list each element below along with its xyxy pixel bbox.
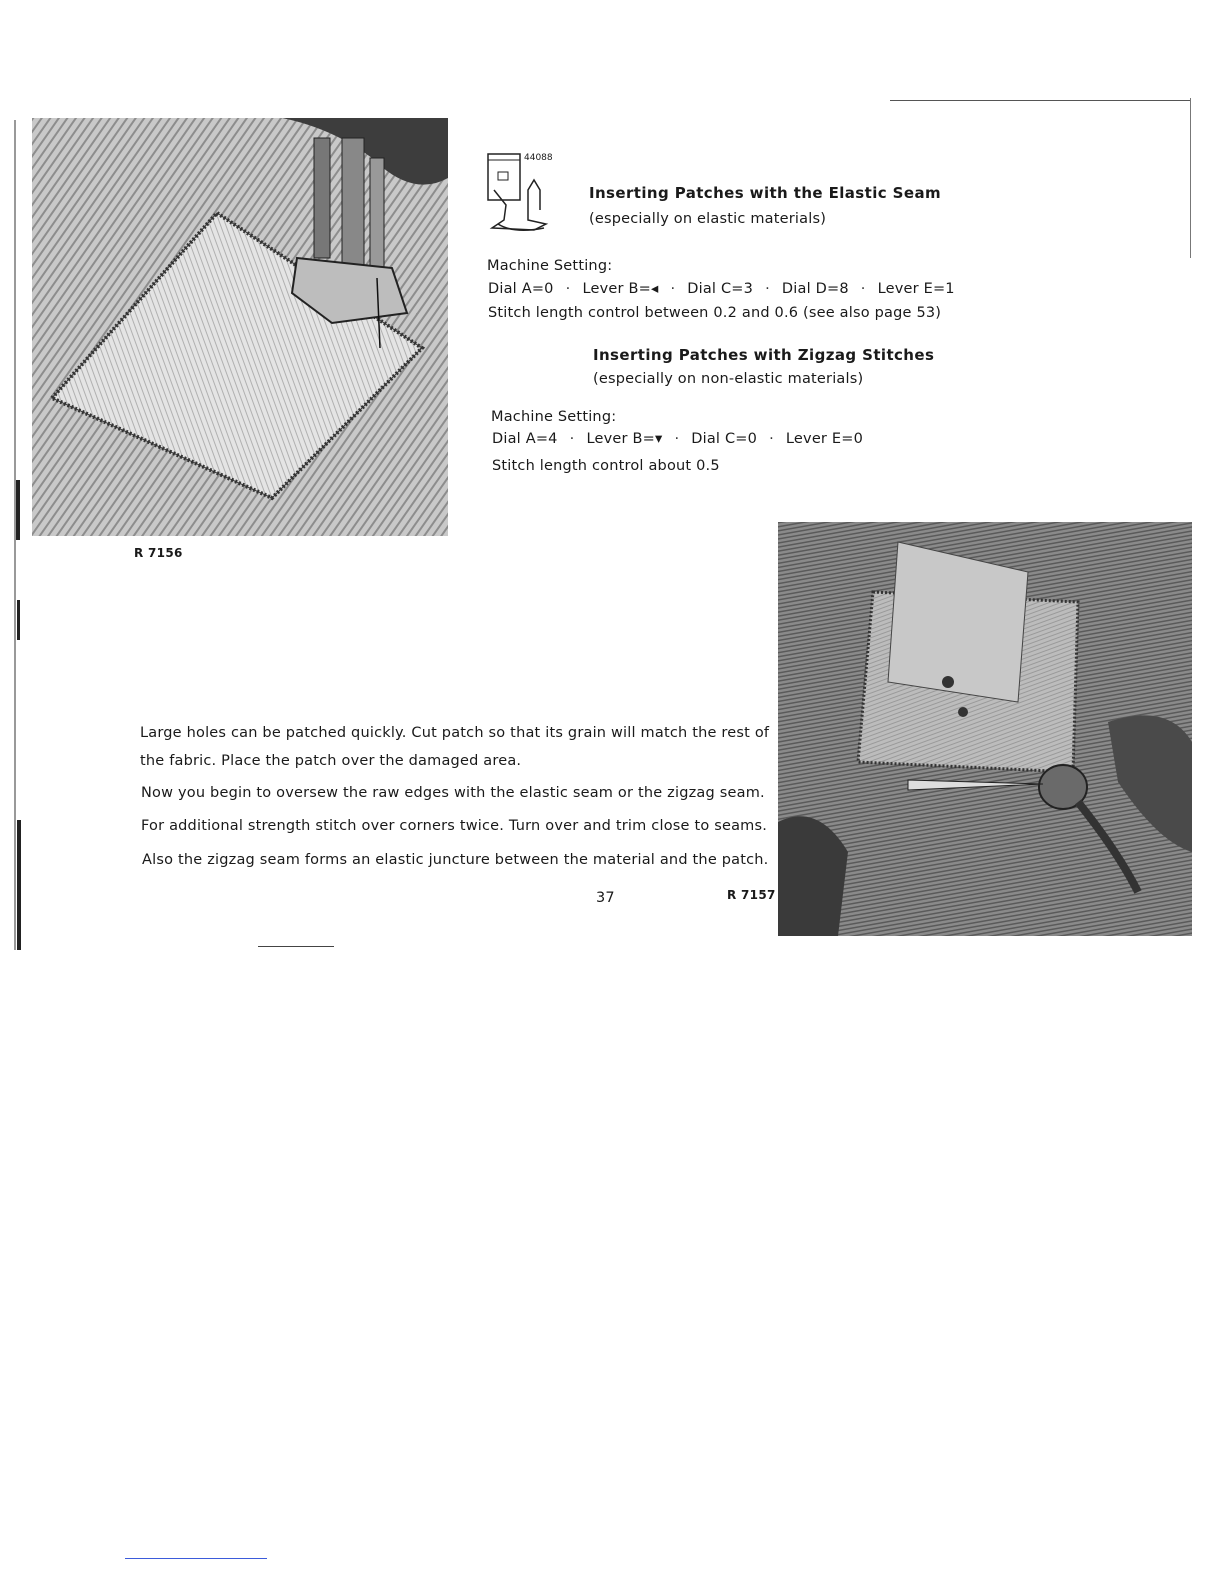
setting-dial-a: Dial A=4 xyxy=(492,431,558,447)
heading-zigzag: Inserting Patches with Zigzag Stitches xyxy=(593,346,935,364)
setting-dial-a: Dial A=0 xyxy=(488,281,554,297)
scan-edge-mark xyxy=(16,480,20,540)
foot-code: 44088 xyxy=(524,153,553,163)
heading-elastic-seam: Inserting Patches with the Elastic Seam xyxy=(589,184,941,202)
arrow-down-icon: ▾ xyxy=(654,431,663,447)
setting-lever-e: Lever E=1 xyxy=(877,281,955,297)
right-rule xyxy=(1190,98,1191,258)
photo-trimming-patch xyxy=(778,522,1192,936)
setting-lever-b: Lever B= xyxy=(582,281,651,297)
body-line-2: the fabric. Place the patch over the damaged area. xyxy=(140,753,522,769)
bottom-link-line xyxy=(125,1558,267,1559)
scan-edge-mark xyxy=(17,600,20,640)
setting-dial-d: Dial D=8 xyxy=(781,281,849,297)
machine-setting-label: Machine Setting: xyxy=(487,258,613,274)
zigzag-stitch-note: Stitch length control about 0.5 xyxy=(492,458,720,474)
elastic-settings-row: Dial A=0 · Lever B=◂ · Dial C=3 · Dial D=8 · Lever E=1 xyxy=(488,281,955,297)
subtitle-zigzag: (especially on non-elastic materials) xyxy=(593,371,864,387)
body-line-3: Now you begin to oversew the raw edges with the elastic seam or the zigzag seam. xyxy=(141,785,765,801)
right-photo-caption: R 7157 xyxy=(727,888,776,902)
arrow-left-icon: ◂ xyxy=(650,281,659,297)
body-line-5: Also the zigzag seam forms an elastic juncture between the material and the patch. xyxy=(142,852,769,868)
body-line-1: Large holes can be patched quickly. Cut patch so that its grain will match the rest of xyxy=(140,725,770,741)
left-photo-caption: R 7156 xyxy=(134,546,183,560)
presser-foot-icon xyxy=(484,150,554,240)
setting-lever-b: Lever B= xyxy=(586,431,655,447)
setting-dial-c: Dial C=3 xyxy=(687,281,754,297)
zigzag-settings-row: Dial A=4 · Lever B=▾ · Dial C=0 · Lever E=0 xyxy=(492,431,864,447)
body-line-4: For additional strength stitch over corners twice. Turn over and trim close to seams. xyxy=(141,818,768,834)
scan-edge-mark xyxy=(17,820,21,950)
footer-rule xyxy=(258,946,334,947)
machine-setting-label: Machine Setting: xyxy=(491,409,617,425)
page-number: 37 xyxy=(596,890,615,906)
setting-dial-c: Dial C=0 xyxy=(691,431,758,447)
subtitle-elastic-seam: (especially on elastic materials) xyxy=(589,211,827,227)
setting-lever-e: Lever E=0 xyxy=(785,431,864,447)
elastic-stitch-note: Stitch length control between 0.2 and 0.6 (see also page 53) xyxy=(488,305,942,321)
photo-sewing-patch xyxy=(32,118,448,536)
top-rule xyxy=(890,100,1190,101)
